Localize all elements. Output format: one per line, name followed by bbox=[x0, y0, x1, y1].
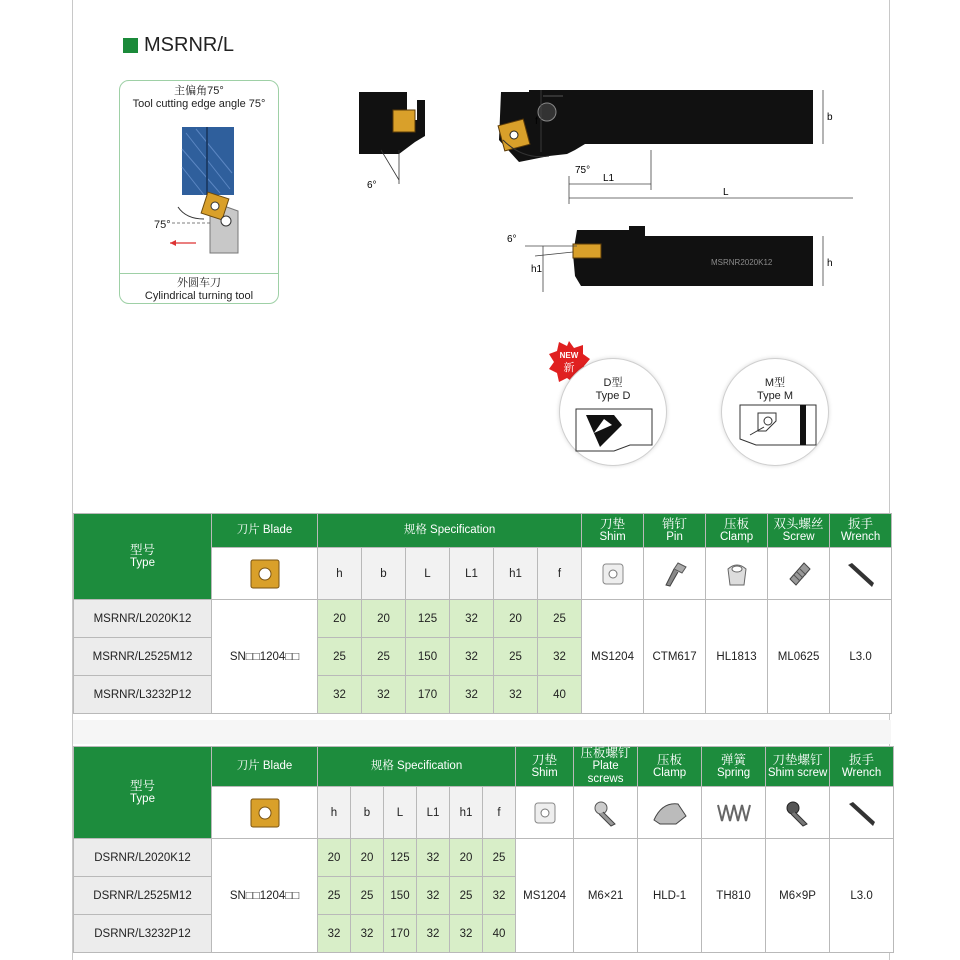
w-1-4: 32 bbox=[417, 839, 450, 877]
screw-icon bbox=[768, 548, 830, 600]
part2-header-shim-screw: 刀垫螺钉 Shim screw bbox=[766, 747, 830, 787]
col2-f: f bbox=[483, 787, 516, 839]
w-3-5: 32 bbox=[450, 915, 483, 953]
v-1-6: 25 bbox=[538, 600, 582, 638]
pin-value: CTM617 bbox=[644, 600, 706, 714]
v-1-3: 125 bbox=[406, 600, 450, 638]
clamp-value: HL1813 bbox=[706, 600, 768, 714]
blade-header: 刀片 Blade bbox=[212, 514, 318, 548]
spring-value: TH810 bbox=[702, 839, 766, 953]
wrench-icon bbox=[830, 548, 892, 600]
v-2-1: 25 bbox=[318, 638, 362, 676]
type-d-circle bbox=[559, 358, 667, 466]
v-3-1: 32 bbox=[318, 676, 362, 714]
col-f: f bbox=[538, 548, 582, 600]
front-angle-6-label: 6° bbox=[367, 180, 377, 191]
type-header bbox=[74, 514, 212, 600]
col-b: b bbox=[362, 548, 406, 600]
plate-screw-value: M6×21 bbox=[574, 839, 638, 953]
v-2-6: 32 bbox=[538, 638, 582, 676]
shim-screw-value: M6×9P bbox=[766, 839, 830, 953]
w-2-6: 32 bbox=[483, 877, 516, 915]
type-header-2-en: Type bbox=[130, 792, 155, 805]
w-3-2: 32 bbox=[351, 915, 384, 953]
angle-caption bbox=[120, 85, 278, 111]
part2-header-spring: 弹簧 Spring bbox=[702, 747, 766, 787]
v-1-1: 20 bbox=[318, 600, 362, 638]
v-2-2: 25 bbox=[362, 638, 406, 676]
shim-value-2: MS1204 bbox=[516, 839, 574, 953]
col-h: h bbox=[318, 548, 362, 600]
angle-75-label: 75° bbox=[154, 219, 171, 231]
model2-row-2: DSRNR/L2525M12 bbox=[74, 877, 212, 915]
shim-icon bbox=[582, 548, 644, 600]
v-2-4: 32 bbox=[450, 638, 494, 676]
part-header-shim: 刀垫 Shim bbox=[582, 514, 644, 548]
type-m-zh: M型 bbox=[764, 377, 786, 389]
w-1-5: 20 bbox=[450, 839, 483, 877]
model-row-3: MSRNR/L3232P12 bbox=[74, 676, 212, 714]
wrench-value-2: L3.0 bbox=[830, 839, 894, 953]
wrench-value: L3.0 bbox=[830, 600, 892, 714]
clamp-icon-2 bbox=[638, 787, 702, 839]
dim-f-label: f bbox=[535, 116, 538, 127]
type-m-drawing bbox=[736, 399, 820, 455]
type-d-zh: D型 bbox=[603, 377, 623, 389]
w-2-3: 150 bbox=[384, 877, 417, 915]
col2-l: L bbox=[384, 787, 417, 839]
dim-h1-label: h1 bbox=[531, 264, 543, 275]
part2-header-wrench: 扳手 Wrench bbox=[830, 747, 894, 787]
type-header-en: Type bbox=[130, 556, 155, 569]
col2-h: h bbox=[318, 787, 351, 839]
v-3-6: 40 bbox=[538, 676, 582, 714]
w-3-6: 40 bbox=[483, 915, 516, 953]
w-2-2: 25 bbox=[351, 877, 384, 915]
w-3-3: 170 bbox=[384, 915, 417, 953]
part2-header-plate-screws: 压板螺钉 Plate screws bbox=[574, 747, 638, 787]
type-m-circle bbox=[721, 358, 829, 466]
type-header-2 bbox=[74, 747, 212, 839]
angle-caption-zh: 主偏角75° bbox=[174, 85, 224, 97]
v-2-5: 25 bbox=[494, 638, 538, 676]
w-1-6: 25 bbox=[483, 839, 516, 877]
shim-icon-2 bbox=[516, 787, 574, 839]
blade-value: SN□□1204□□ bbox=[212, 600, 318, 714]
part2-header-shim: 刀垫 Shim bbox=[516, 747, 574, 787]
part2-header-clamp: 压板 Clamp bbox=[638, 747, 702, 787]
w-1-3: 125 bbox=[384, 839, 417, 877]
spec-header: 规格 Specification bbox=[318, 514, 582, 548]
part-header-pin: 销钉 Pin bbox=[644, 514, 706, 548]
v-3-3: 170 bbox=[406, 676, 450, 714]
turning-caption bbox=[120, 273, 278, 303]
spring-icon bbox=[702, 787, 766, 839]
v-1-2: 20 bbox=[362, 600, 406, 638]
blade-icon-2 bbox=[212, 787, 318, 839]
screw-value: ML0625 bbox=[768, 600, 830, 714]
top-angle-75-label: 75° bbox=[575, 165, 591, 176]
spec-table-msrnr bbox=[73, 513, 892, 714]
new-badge-en: NEW bbox=[559, 351, 579, 360]
w-3-4: 32 bbox=[417, 915, 450, 953]
part-header-clamp: 压板 Clamp bbox=[706, 514, 768, 548]
dim-l-label: L bbox=[723, 187, 729, 198]
w-1-1: 20 bbox=[318, 839, 351, 877]
model-row-2: MSRNR/L2525M12 bbox=[74, 638, 212, 676]
type-d-en: Type D bbox=[595, 390, 631, 402]
dim-b-label: b bbox=[827, 112, 833, 123]
angle-caption-en: Tool cutting edge angle 75° bbox=[132, 98, 266, 110]
w-3-1: 32 bbox=[318, 915, 351, 953]
clamp-icon bbox=[706, 548, 768, 600]
v-3-2: 32 bbox=[362, 676, 406, 714]
shim-value: MS1204 bbox=[582, 600, 644, 714]
page-title bbox=[123, 34, 234, 57]
side-angle-6-label: 6° bbox=[507, 234, 517, 245]
catalog-page bbox=[72, 0, 890, 960]
blade-value-2: SN□□1204□□ bbox=[212, 839, 318, 953]
model-row-1: MSRNR/L2020K12 bbox=[74, 600, 212, 638]
type-d-caption bbox=[560, 377, 666, 403]
turning-caption-en: Cylindrical turning tool bbox=[144, 290, 254, 302]
model2-row-1: DSRNR/L2020K12 bbox=[74, 839, 212, 877]
v-1-5: 20 bbox=[494, 600, 538, 638]
w-2-1: 25 bbox=[318, 877, 351, 915]
type-header-zh: 型号 bbox=[129, 542, 155, 557]
part-header-wrench: 扳手 Wrench bbox=[830, 514, 892, 548]
shim-screw-icon bbox=[766, 787, 830, 839]
clamp-value-2: HLD-1 bbox=[638, 839, 702, 953]
v-3-4: 32 bbox=[450, 676, 494, 714]
v-1-4: 32 bbox=[450, 600, 494, 638]
w-2-5: 25 bbox=[450, 877, 483, 915]
col2-h1: h1 bbox=[450, 787, 483, 839]
v-2-3: 150 bbox=[406, 638, 450, 676]
angle-diagram bbox=[120, 115, 279, 278]
blade-header-2: 刀片 Blade bbox=[212, 747, 318, 787]
col-l: L bbox=[406, 548, 450, 600]
pin-icon bbox=[644, 548, 706, 600]
col-h1: h1 bbox=[494, 548, 538, 600]
plate-screw-icon bbox=[574, 787, 638, 839]
cutting-angle-box bbox=[119, 80, 279, 304]
spec-header-2: 规格 Specification bbox=[318, 747, 516, 787]
wrench-icon-2 bbox=[830, 787, 894, 839]
col2-b: b bbox=[351, 787, 384, 839]
title-text: MSRNR/L bbox=[144, 34, 235, 56]
table-separator bbox=[73, 720, 891, 744]
type-header-2-zh: 型号 bbox=[129, 778, 155, 793]
dim-h-label: h bbox=[827, 258, 833, 269]
blade-icon bbox=[212, 548, 318, 600]
part-header-screw: 双头螺丝 Screw bbox=[768, 514, 830, 548]
w-2-4: 32 bbox=[417, 877, 450, 915]
col-l1: L1 bbox=[450, 548, 494, 600]
w-1-2: 20 bbox=[351, 839, 384, 877]
dim-l1-label: L1 bbox=[603, 173, 615, 184]
spec-table-dsrnr bbox=[73, 746, 894, 953]
v-3-5: 32 bbox=[494, 676, 538, 714]
new-badge-zh: 新 bbox=[563, 362, 575, 374]
col2-l1: L1 bbox=[417, 787, 450, 839]
turning-caption-zh: 外圆车刀 bbox=[177, 277, 221, 289]
type-d-drawing bbox=[574, 405, 654, 455]
title-marker bbox=[123, 38, 138, 53]
model2-row-3: DSRNR/L3232P12 bbox=[74, 915, 212, 953]
type-m-en: Type M bbox=[756, 390, 794, 402]
body-engraving: MSRNR2020K12 bbox=[711, 258, 773, 267]
tool-schematic bbox=[353, 80, 853, 315]
